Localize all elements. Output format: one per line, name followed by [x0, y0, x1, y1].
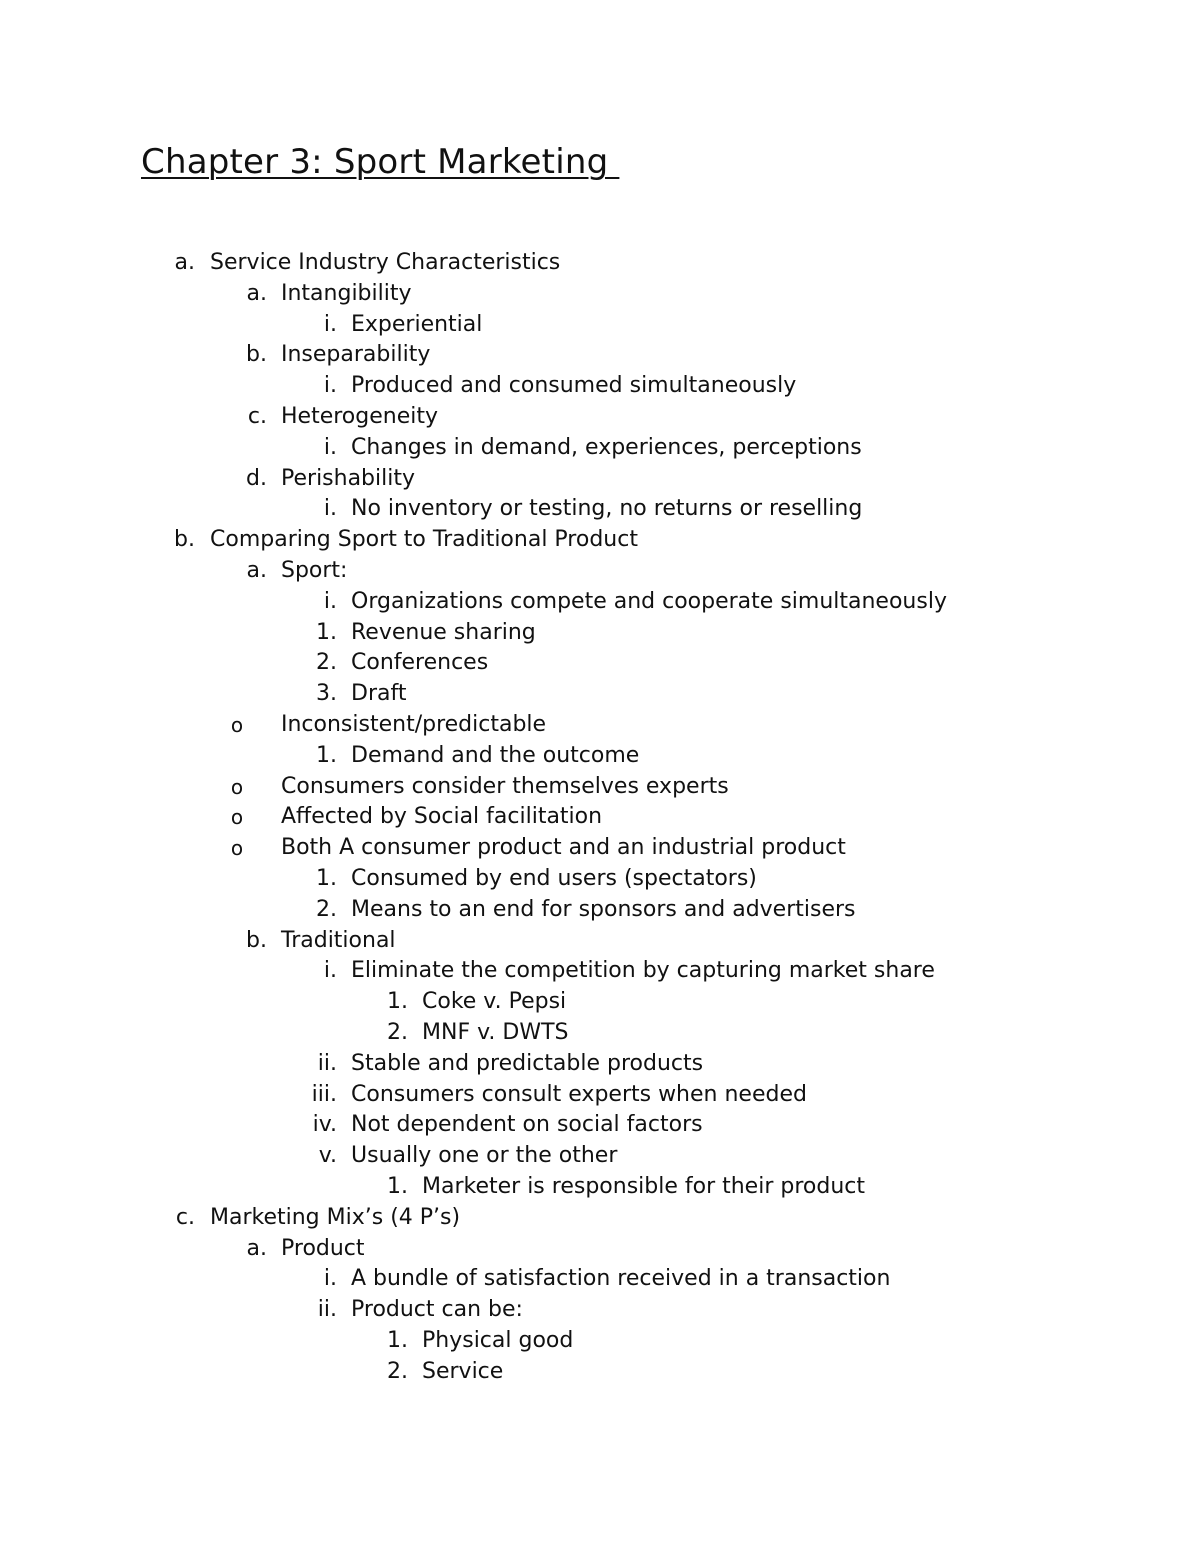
list-marker: i. — [323, 588, 337, 614]
list-marker: 1. — [387, 1327, 408, 1353]
outline-item-text: Service Industry Characteristics — [210, 250, 561, 275]
outline-item — [0, 1141, 1200, 1172]
list-marker: a. — [174, 250, 195, 275]
outline-item — [0, 433, 1200, 464]
outline-item — [0, 279, 1200, 310]
outline-item — [0, 1234, 1200, 1265]
outline-item-text: Product — [281, 1235, 365, 1261]
outline-item — [0, 1203, 1200, 1234]
outline-item — [0, 1110, 1200, 1141]
outline-item — [0, 525, 1200, 556]
outline-item-text: Consumed by end users (spectators) — [351, 865, 757, 891]
list-marker: 2. — [387, 1358, 408, 1384]
outline-item — [0, 864, 1200, 895]
outline-item-text: Experiential — [351, 311, 483, 337]
outline-item — [0, 772, 1200, 803]
outline-item-text: Intangibility — [281, 280, 412, 306]
list-marker: 1. — [316, 619, 337, 645]
outline-item — [0, 895, 1200, 926]
outline-item — [0, 833, 1200, 864]
outline-item — [0, 556, 1200, 587]
list-marker: 1. — [316, 865, 337, 891]
list-marker: 2. — [316, 896, 337, 922]
outline-item — [0, 494, 1200, 525]
outline-item — [0, 1264, 1200, 1295]
list-marker: iv. — [312, 1112, 337, 1138]
outline-item — [0, 802, 1200, 833]
outline-item-text: Stable and predictable products — [351, 1050, 704, 1076]
outline-item-text: Service — [422, 1358, 504, 1384]
page-title: Chapter 3: Sport Marketing — [141, 142, 620, 182]
outline-item — [0, 926, 1200, 957]
outline-item-text: Changes in demand, experiences, perceptions — [351, 434, 862, 460]
list-marker: i. — [323, 373, 337, 399]
list-marker: 1. — [387, 1173, 408, 1199]
list-marker: a. — [246, 280, 267, 306]
outline-item — [0, 402, 1200, 433]
outline-item-text: Sport: — [281, 557, 348, 583]
bullet-marker: o — [230, 774, 244, 799]
list-marker: 1. — [316, 742, 337, 768]
list-marker: 2. — [316, 650, 337, 676]
list-marker: v. — [318, 1143, 337, 1169]
outline-item-text: Affected by Social facilitation — [281, 804, 603, 830]
outline-item — [0, 741, 1200, 772]
outline-item — [0, 1326, 1200, 1357]
list-marker: i. — [323, 496, 337, 522]
outline-item-text: Marketing Mix’s (4 P’s) — [210, 1204, 461, 1230]
list-marker: 3. — [316, 681, 337, 707]
list-marker: i. — [323, 1266, 337, 1292]
outline-item — [0, 679, 1200, 710]
list-marker: d. — [246, 465, 267, 491]
list-marker: 2. — [387, 1019, 408, 1045]
outline-item-text: Perishability — [281, 465, 416, 491]
outline-item — [0, 464, 1200, 495]
outline-item — [0, 987, 1200, 1018]
list-marker: a. — [246, 1235, 267, 1261]
outline-item-text: Both A consumer product and an industrial product — [281, 835, 846, 861]
bullet-marker: o — [230, 836, 244, 861]
list-marker: 1. — [387, 989, 408, 1015]
list-marker: b. — [246, 927, 267, 953]
list-marker: a. — [246, 557, 267, 583]
outline-item-text: Usually one or the other — [351, 1143, 618, 1169]
outline-item-text: Comparing Sport to Traditional Product — [210, 527, 638, 553]
bullet-marker: o — [230, 712, 244, 737]
outline-item-text: Traditional — [281, 927, 396, 953]
outline-item — [0, 248, 1200, 279]
outline-item-text: Marketer is responsible for their product — [422, 1173, 865, 1199]
outline-item-text: A bundle of satisfaction received in a transaction — [351, 1266, 891, 1292]
outline-item-text: No inventory or testing, no returns or reselling — [351, 496, 863, 522]
outline-item — [0, 1357, 1200, 1388]
list-marker: i. — [323, 311, 337, 337]
outline-item — [0, 340, 1200, 371]
outline-item — [0, 587, 1200, 618]
outline-item — [0, 1018, 1200, 1049]
outline-item — [0, 618, 1200, 649]
list-marker: i. — [323, 434, 337, 460]
outline-item-text: Eliminate the competition by capturing market share — [351, 958, 935, 984]
outline-item — [0, 1049, 1200, 1080]
outline-item-text: Consumers consider themselves experts — [281, 773, 729, 799]
outline-item-text: Conferences — [351, 650, 489, 676]
outline-item — [0, 1172, 1200, 1203]
list-marker: ii. — [317, 1297, 337, 1323]
outline-item-text: Consumers consult experts when needed — [351, 1081, 807, 1107]
list-marker: iii. — [311, 1081, 337, 1107]
outline-list — [0, 248, 1200, 1387]
outline-item-text: Revenue sharing — [351, 619, 536, 645]
outline-item — [0, 1080, 1200, 1111]
outline-item — [0, 310, 1200, 341]
outline-item-text: Coke v. Pepsi — [422, 989, 567, 1015]
list-marker: b. — [246, 342, 267, 368]
outline-item-text: Inseparability — [281, 342, 431, 368]
outline-item-text: Means to an end for sponsors and advertisers — [351, 896, 856, 922]
outline-item — [0, 956, 1200, 987]
outline-item — [0, 1295, 1200, 1326]
list-marker: i. — [323, 958, 337, 984]
outline-item-text: Heterogeneity — [281, 403, 438, 429]
outline-item — [0, 371, 1200, 402]
outline-item-text: MNF v. DWTS — [422, 1019, 569, 1045]
outline-item — [0, 648, 1200, 679]
outline-item-text: Demand and the outcome — [351, 742, 640, 768]
outline-item-text: Produced and consumed simultaneously — [351, 373, 797, 399]
outline-item-text: Organizations compete and cooperate simultaneously — [351, 588, 947, 614]
list-marker: ii. — [317, 1050, 337, 1076]
bullet-marker: o — [230, 805, 244, 830]
outline-item-text: Draft — [351, 681, 407, 707]
outline-item-text: Inconsistent/predictable — [281, 711, 547, 737]
outline-item-text: Product can be: — [351, 1297, 523, 1323]
list-marker: c. — [247, 403, 267, 429]
outline-item — [0, 710, 1200, 741]
list-marker: b. — [174, 527, 195, 553]
outline-item-text: Not dependent on social factors — [351, 1112, 703, 1138]
outline-item-text: Physical good — [422, 1327, 574, 1353]
list-marker: c. — [175, 1204, 195, 1230]
